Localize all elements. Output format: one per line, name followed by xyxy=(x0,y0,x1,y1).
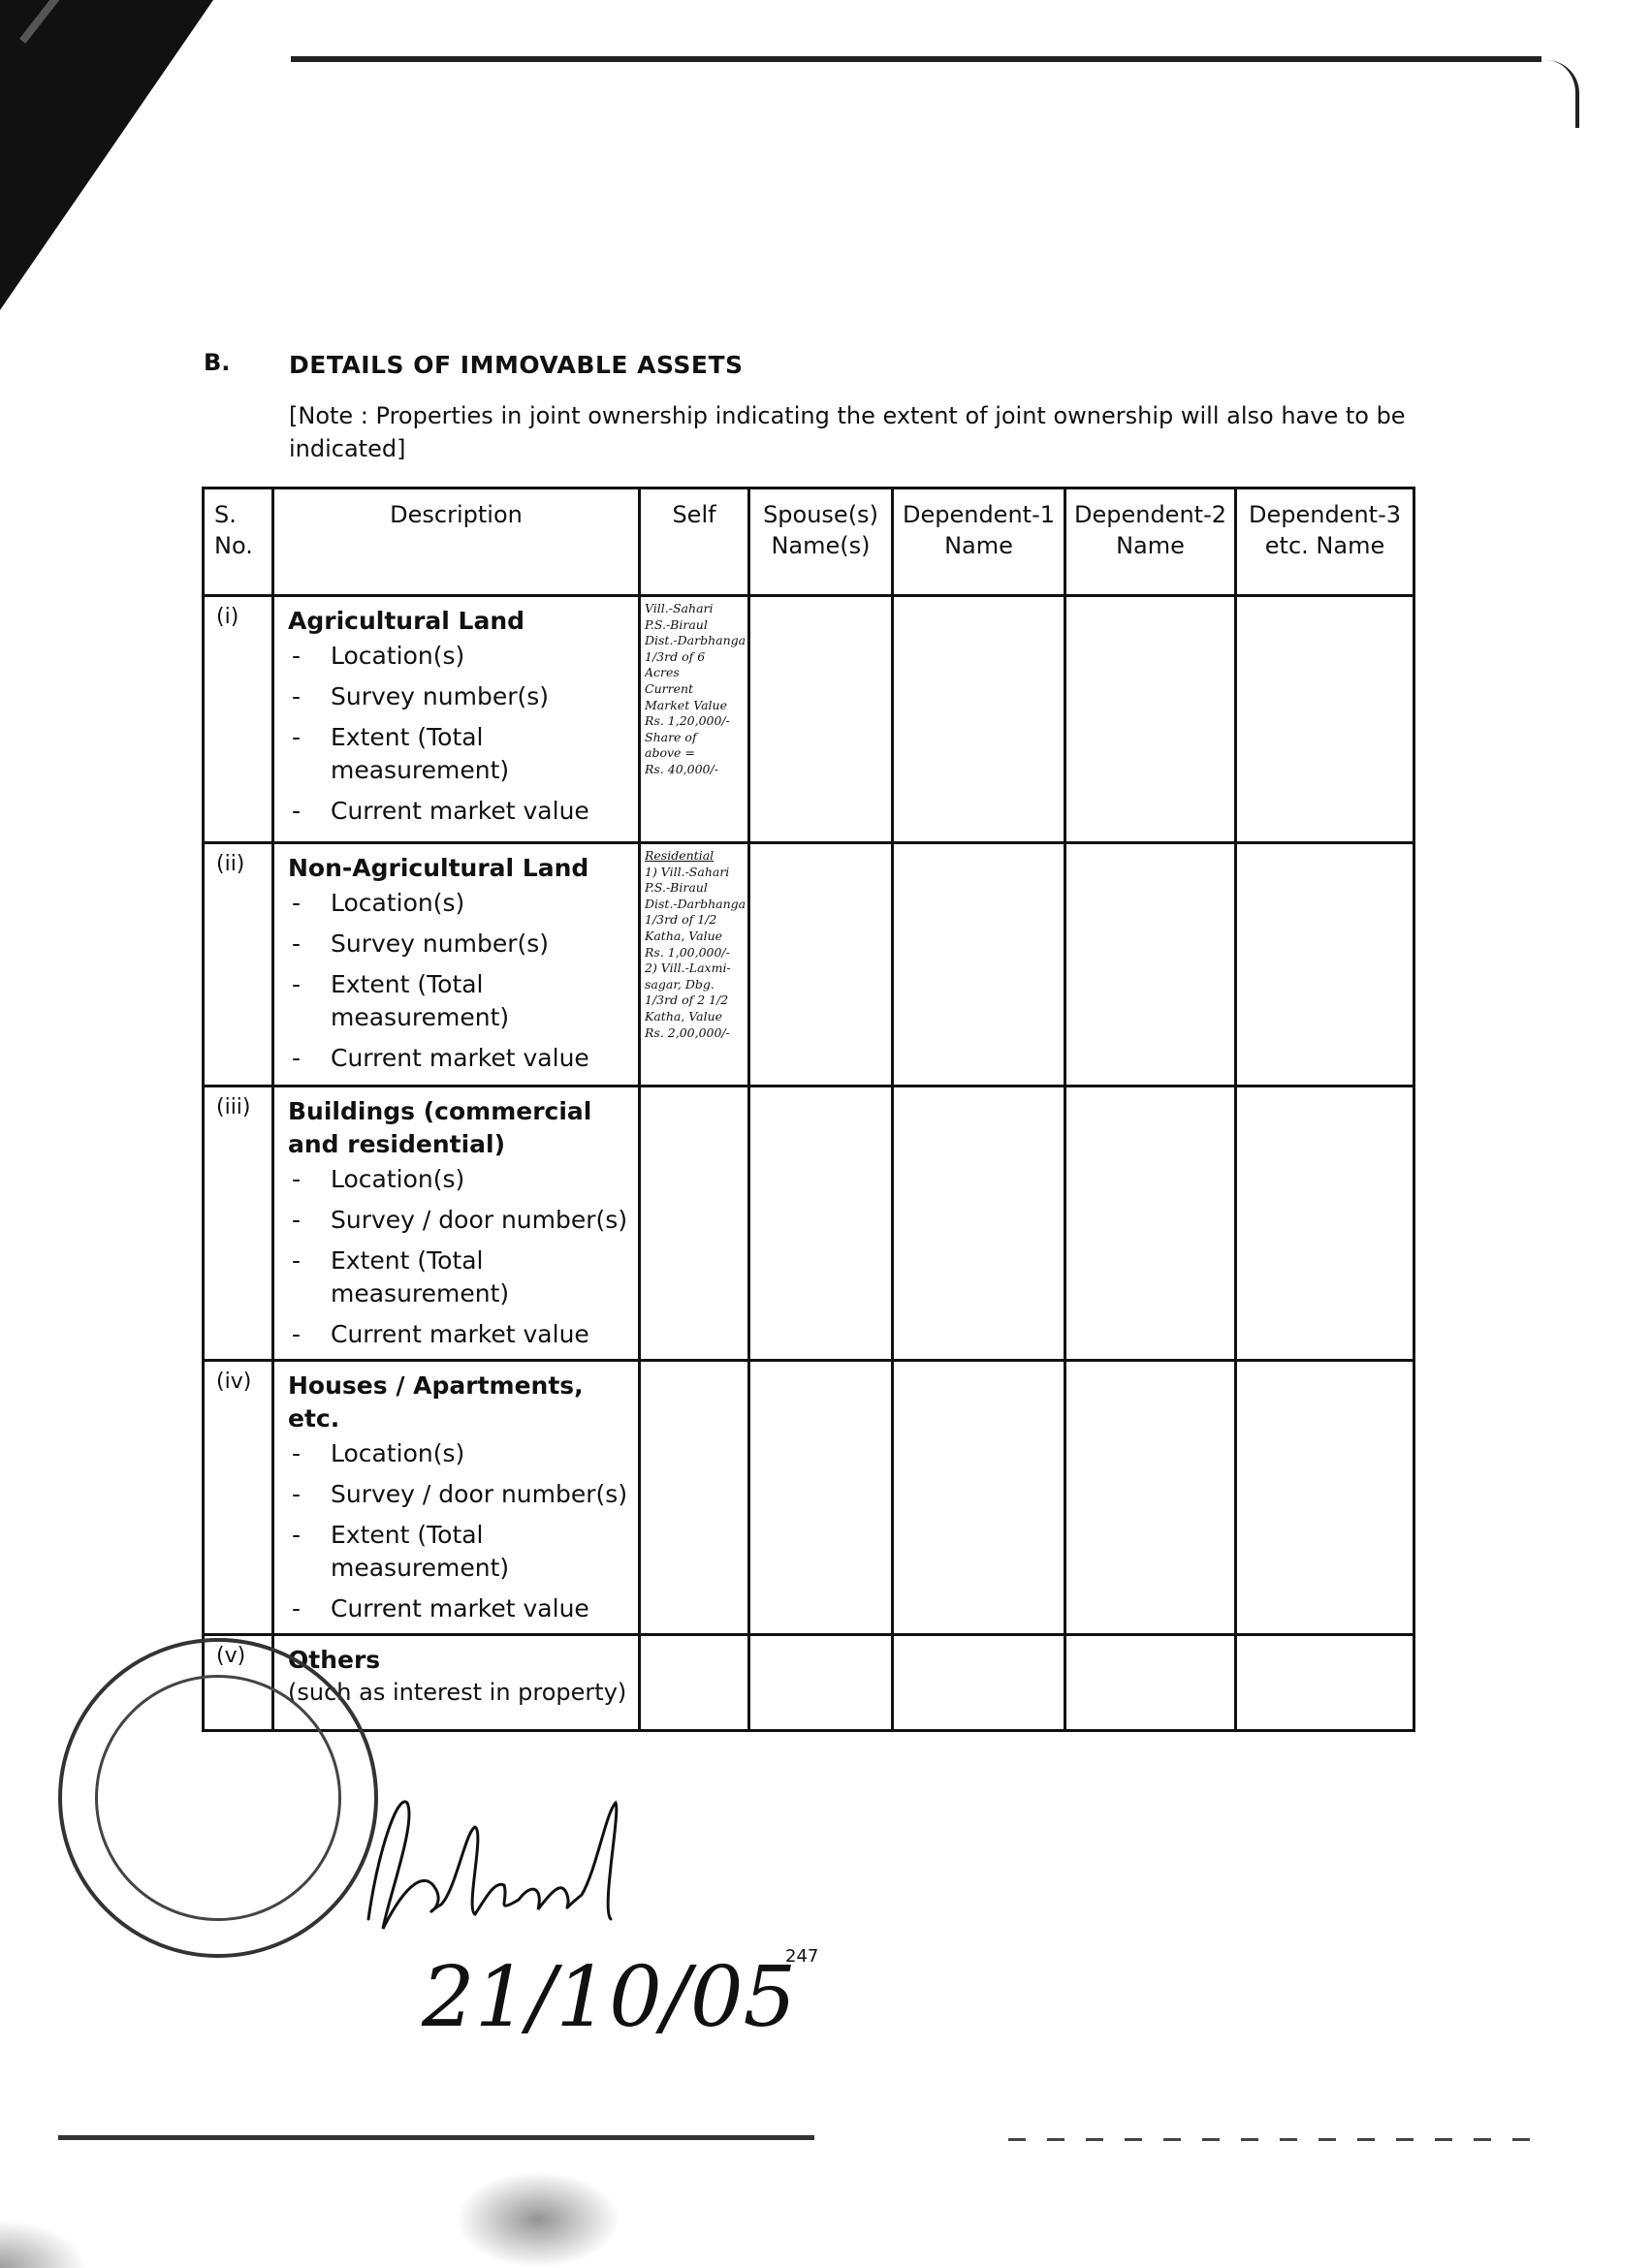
header-dependent-2: Dependent-2 Name xyxy=(1065,488,1236,596)
hw-line: above = xyxy=(645,745,695,761)
row-sno: (iv) xyxy=(204,1361,273,1635)
section-letter: B. xyxy=(204,349,231,376)
scan-smudge xyxy=(456,2171,620,2268)
dependent-1-cell xyxy=(893,1635,1065,1731)
row-item: - Location(s) xyxy=(288,887,638,920)
hw-line: 1/3rd of 2 1/2 xyxy=(645,992,729,1008)
row-item: - Survey number(s) xyxy=(288,680,638,713)
scan-bottom-dash xyxy=(1008,2138,1532,2141)
row-item: - Extent (Total measurement) xyxy=(288,1244,638,1310)
row-item: - Location(s) xyxy=(288,1163,638,1196)
row-title: Non-Agricultural Land xyxy=(288,854,589,882)
table-row xyxy=(204,843,1414,1087)
spouse-cell xyxy=(749,1361,893,1635)
row-item: - Extent (Total measurement) xyxy=(288,968,638,1034)
hw-line: Acres xyxy=(645,665,680,680)
table-row xyxy=(204,1361,1414,1635)
row-item: - Location(s) xyxy=(288,1437,638,1470)
row-description xyxy=(273,596,640,843)
row-sno: (i) xyxy=(204,596,273,843)
spouse-cell xyxy=(749,596,893,843)
dependent-1-cell xyxy=(893,1361,1065,1635)
row-description xyxy=(273,843,640,1087)
section-title: DETAILS OF IMMOVABLE ASSETS xyxy=(289,351,744,379)
hw-line: 1/3rd of 6 xyxy=(645,648,706,664)
hw-line: Share of xyxy=(645,729,697,744)
hw-line: 1) Vill.-Sahari xyxy=(645,864,730,879)
row-item: - Current market value xyxy=(288,1592,638,1625)
hw-line: Dist.-Darbhanga xyxy=(645,896,746,911)
scan-dark-corner xyxy=(0,0,213,310)
dependent-1-cell xyxy=(893,843,1065,1087)
row-item: - Extent (Total measurement) xyxy=(288,721,638,787)
header-sno: S. No. xyxy=(204,488,273,596)
header-spouse: Spouse(s) Name(s) xyxy=(749,488,893,596)
immovable-assets-table xyxy=(202,487,1415,1732)
header-description: Description xyxy=(273,488,640,596)
page-number: 247 xyxy=(785,1946,819,1967)
self-cell xyxy=(640,1087,749,1361)
row-item: - Survey / door number(s) xyxy=(288,1478,638,1511)
row-sno: (ii) xyxy=(204,843,273,1087)
hw-line: Current xyxy=(645,680,694,696)
header-dependent-1: Dependent-1 Name xyxy=(893,488,1065,596)
dependent-3-cell xyxy=(1236,1635,1414,1731)
row-title: Others xyxy=(288,1646,381,1674)
self-cell-agricultural xyxy=(640,596,749,843)
dependent-2-cell xyxy=(1065,1087,1236,1361)
scan-top-edge xyxy=(291,56,1541,62)
dependent-3-cell xyxy=(1236,1361,1414,1635)
self-cell xyxy=(640,1361,749,1635)
row-item: - Current market value xyxy=(288,1318,638,1351)
dependent-3-cell xyxy=(1236,596,1414,843)
hw-line: P.S.-Biraul xyxy=(645,616,708,632)
handwritten-entry xyxy=(645,848,746,1041)
hw-line: Rs. 2,00,000/- xyxy=(645,1024,730,1040)
row-item: - Survey number(s) xyxy=(288,928,638,961)
hw-line: Rs. 1,00,000/- xyxy=(645,944,730,960)
table-row xyxy=(204,1635,1414,1731)
table-row xyxy=(204,1087,1414,1361)
dependent-2-cell xyxy=(1065,1635,1236,1731)
scan-smudge-corner xyxy=(0,2220,87,2268)
hw-line: 1/3rd of 1/2 xyxy=(645,912,717,928)
table-header-row xyxy=(204,488,1414,596)
official-seal xyxy=(58,1638,378,1958)
scan-bottom-edge xyxy=(58,2135,814,2140)
dependent-2-cell xyxy=(1065,596,1236,843)
hw-line: Katha, Value xyxy=(645,928,723,943)
hw-line: Vill.-Sahari xyxy=(645,601,714,615)
header-self: Self xyxy=(640,488,749,596)
dependent-3-cell xyxy=(1236,1087,1414,1361)
signature xyxy=(349,1735,814,2045)
hw-line: sagar, Dbg. xyxy=(645,976,715,992)
hw-line: Dist.-Darbhanga xyxy=(645,633,746,648)
dependent-1-cell xyxy=(893,1087,1065,1361)
hw-line: 2) Vill.-Laxmi- xyxy=(645,961,731,976)
official-seal-inner-ring xyxy=(95,1675,341,1921)
row-description xyxy=(273,1087,640,1361)
row-description xyxy=(273,1361,640,1635)
row-item: - Current market value xyxy=(288,795,638,828)
spouse-cell xyxy=(749,1087,893,1361)
row-title: Houses / Apartments, etc. xyxy=(288,1371,584,1433)
row-subtitle: (such as interest in property) xyxy=(288,1679,627,1706)
hw-line: Katha, Value xyxy=(645,1008,723,1024)
row-item: - Location(s) xyxy=(288,640,638,673)
dependent-1-cell xyxy=(893,596,1065,843)
spouse-cell xyxy=(749,1635,893,1731)
section-note: [Note : Properties in joint ownership indicating the extent of joint ownership will also have to be indicated] xyxy=(289,402,1406,462)
row-title: Buildings (commercial and residential) xyxy=(288,1097,592,1158)
header-dependent-3: Dependent-3 etc. Name xyxy=(1236,488,1414,596)
self-cell-non-agricultural xyxy=(640,843,749,1087)
row-sno: (v) xyxy=(204,1635,273,1731)
dependent-2-cell xyxy=(1065,1361,1236,1635)
row-title: Agricultural Land xyxy=(288,607,525,635)
hw-line: P.S.-Biraul xyxy=(645,880,708,896)
row-sno: (iii) xyxy=(204,1087,273,1361)
row-item: - Current market value xyxy=(288,1042,638,1075)
dependent-3-cell xyxy=(1236,843,1414,1087)
self-cell xyxy=(640,1635,749,1731)
handwritten-entry xyxy=(645,601,746,778)
dependent-2-cell xyxy=(1065,843,1236,1087)
scan-right-edge xyxy=(1546,60,1579,128)
signature-date: 21/10/05 xyxy=(422,1949,797,2045)
spouse-cell xyxy=(749,843,893,1087)
row-item: - Extent (Total measurement) xyxy=(288,1519,638,1585)
row-item: - Survey / door number(s) xyxy=(288,1204,638,1237)
table-row xyxy=(204,596,1414,843)
hw-line: Market Value xyxy=(645,697,727,712)
hw-line: Rs. 40,000/- xyxy=(645,761,718,776)
hw-line: Rs. 1,20,000/- xyxy=(645,713,730,729)
hw-line: Residential xyxy=(645,848,715,863)
